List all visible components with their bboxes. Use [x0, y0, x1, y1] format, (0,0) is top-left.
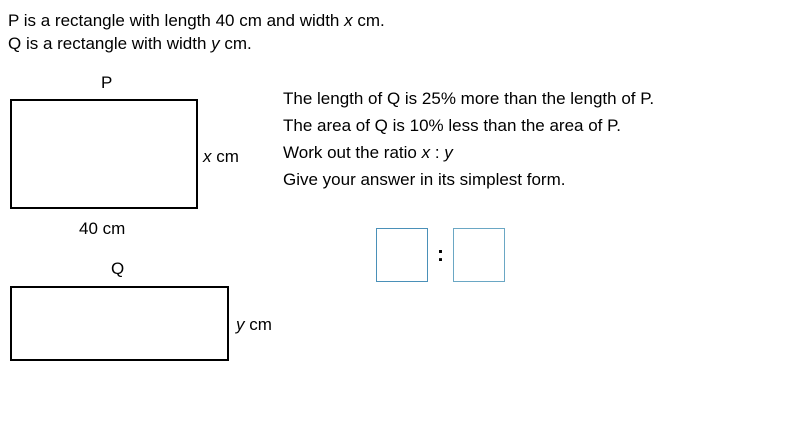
question-instructions — [283, 85, 654, 193]
rectangle-p-length-label: 40 cm — [79, 219, 126, 238]
question-line-3-colon: : — [430, 143, 445, 162]
stem-line-2 — [8, 32, 385, 55]
rectangle-p-label: P — [101, 73, 113, 92]
rectangle-q-width-label — [236, 315, 272, 335]
rectangle-q-label: Q — [111, 259, 125, 278]
ratio-colon-separator: : — [437, 242, 444, 266]
stem-line-1-part-b: cm. — [352, 11, 385, 30]
rectangle-q-width-unit: cm — [244, 315, 272, 334]
rectangle-q-width-variable: y — [236, 315, 245, 334]
answer-second-term-input[interactable] — [453, 228, 505, 282]
stem-line-1-variable-x: x — [344, 11, 353, 30]
question-line-3-variable-y: y — [444, 143, 453, 162]
rectangle-p-shape — [10, 99, 198, 209]
question-line-2: The area of Q is 10% less than the area of P. — [283, 116, 621, 135]
stem-line-1 — [8, 9, 385, 32]
question-line-3-prefix: Work out the ratio — [283, 143, 422, 162]
question-line-1: The length of Q is 25% more than the length of P. — [283, 89, 655, 108]
answer-ratio-row — [376, 228, 505, 282]
stem-line-2-part-a: Q is a rectangle with width — [8, 34, 212, 53]
question-line-4: Give your answer in its simplest form. — [283, 170, 566, 189]
question-stem — [8, 9, 385, 55]
question-line-3-variable-x: x — [421, 143, 431, 162]
answer-first-term-input[interactable] — [376, 228, 428, 282]
rectangle-q-shape — [10, 286, 229, 361]
stem-line-1-part-a: P is a rectangle with length 40 cm and width — [8, 11, 345, 30]
stem-line-2-variable-y: y — [211, 34, 220, 53]
rectangle-p-width-label — [203, 147, 239, 167]
rectangle-p-width-variable: x — [203, 147, 212, 166]
question-line-3 — [283, 139, 654, 166]
rectangle-p-width-unit: cm — [211, 147, 239, 166]
stem-line-2-part-b: cm. — [219, 34, 252, 53]
